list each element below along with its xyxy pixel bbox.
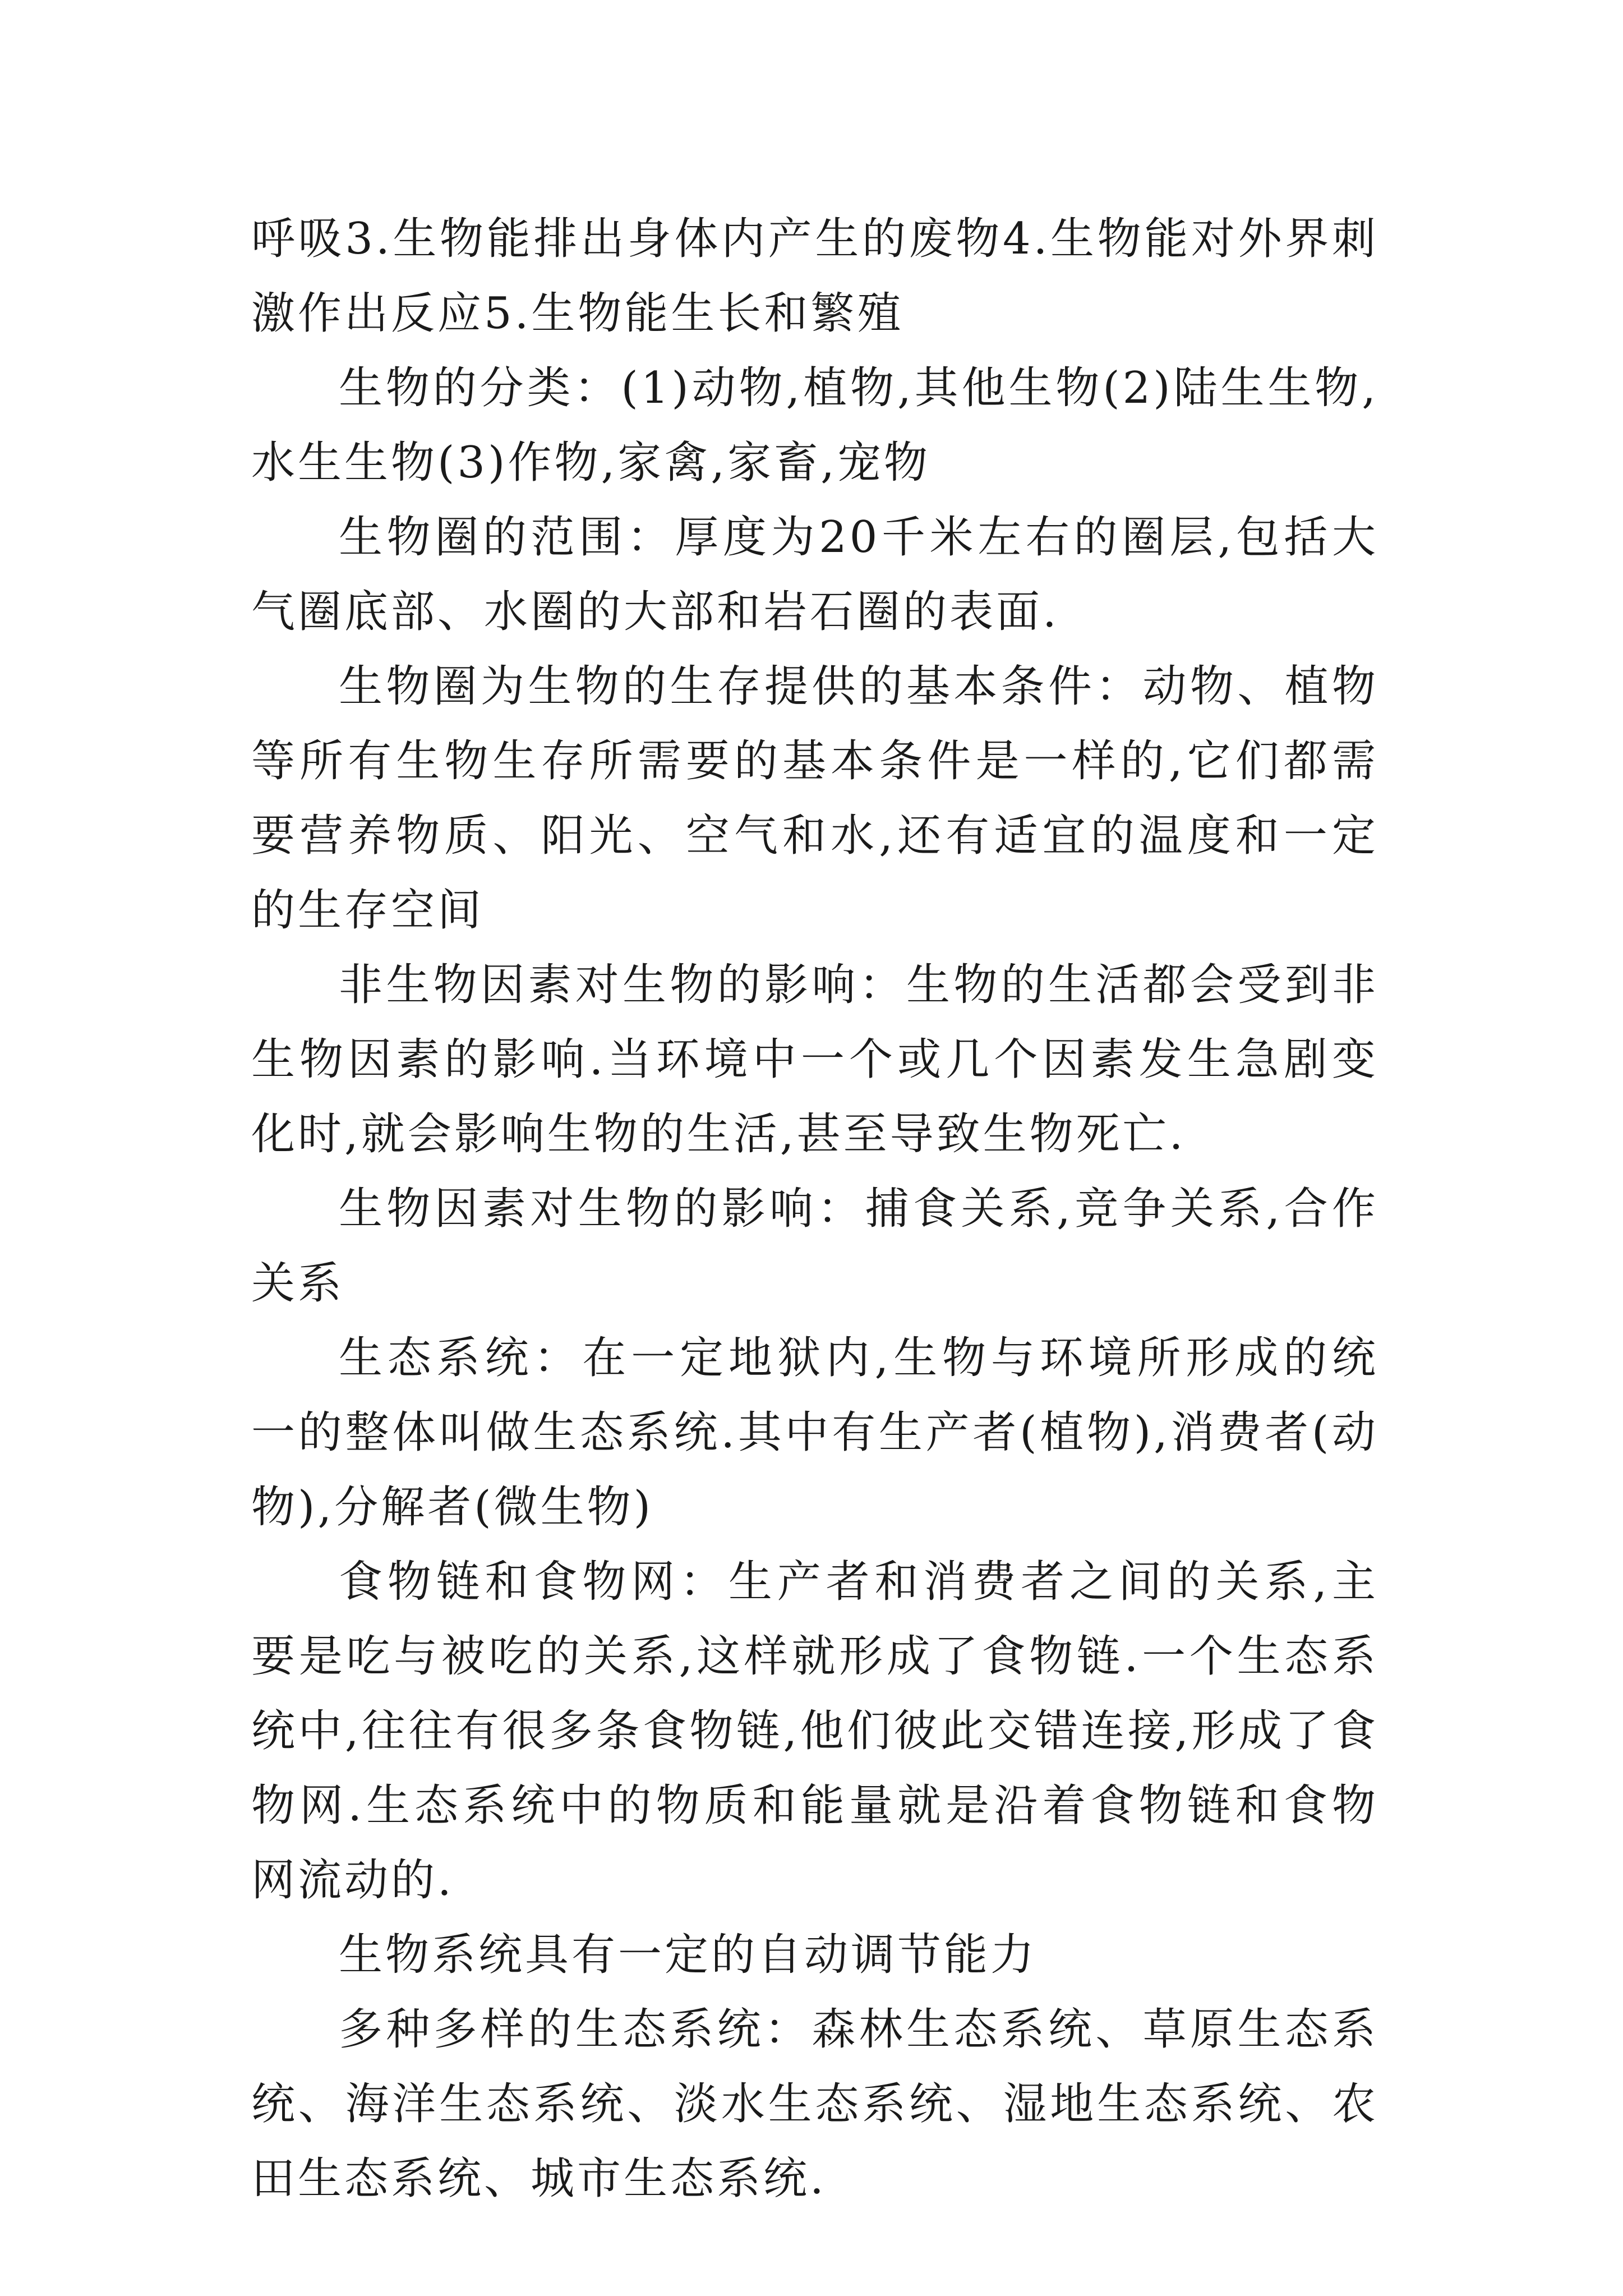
paragraph-biosphere-range: 生物圈的范围：厚度为20千米左右的圈层,包括大气圈底部、水圈的大部和岩石圈的表面. — [251, 512, 1378, 637]
paragraph-biotic-factors: 生物因素对生物的影响：捕食关系,竞争关系,合作关系 — [251, 1184, 1378, 1309]
paragraph-abiotic-factors: 非生物因素对生物的影响：生物的生活都会受到非生物因素的影响.当环境中一个或几个因素发生急剧变化时,就会影响生物的生活,甚至导致生物死亡. — [251, 960, 1378, 1159]
paragraph-ecosystem-types: 多种多样的生态系统：森林生态系统、草原生态系统、海洋生态系统、淡水生态系统、湿地生态系统、农田生态系统、城市生态系统. — [251, 2004, 1378, 2204]
paragraph-ecosystem: 生态系统：在一定地狱内,生物与环境所形成的统一的整体叫做生态系统.其中有生产者(植物),消费者(动物),分解者(微生物) — [251, 1333, 1378, 1533]
document-body — [251, 202, 1378, 2216]
paragraph-food-chain-web: 食物链和食物网：生产者和消费者之间的关系,主要是吃与被吃的关系,这样就形成了食物链.一个生态系统中,往往有很多条食物链,他们彼此交错连接,形成了食物网.生态系统中的物质和能量就是沿着食物链和食物网流动的. — [251, 1557, 1378, 1906]
paragraph-basic-conditions: 生物圈为生物的生存提供的基本条件：动物、植物等所有生物生存所需要的基本条件是一样的,它们都需要营养物质、阳光、空气和水,还有适宜的温度和一定的生存空间 — [251, 661, 1378, 936]
paragraph-characteristics-continued: 呼吸3.生物能排出身体内产生的废物4.生物能对外界刺激作出反应5.生物能生长和繁殖 — [251, 214, 1378, 339]
paragraph-classification: 生物的分类：(1)动物,植物,其他生物(2)陆生生物,水生生物(3)作物,家禽,家畜,宠物 — [251, 363, 1378, 488]
paragraph-self-regulation: 生物系统具有一定的自动调节能力 — [339, 1930, 1038, 1980]
